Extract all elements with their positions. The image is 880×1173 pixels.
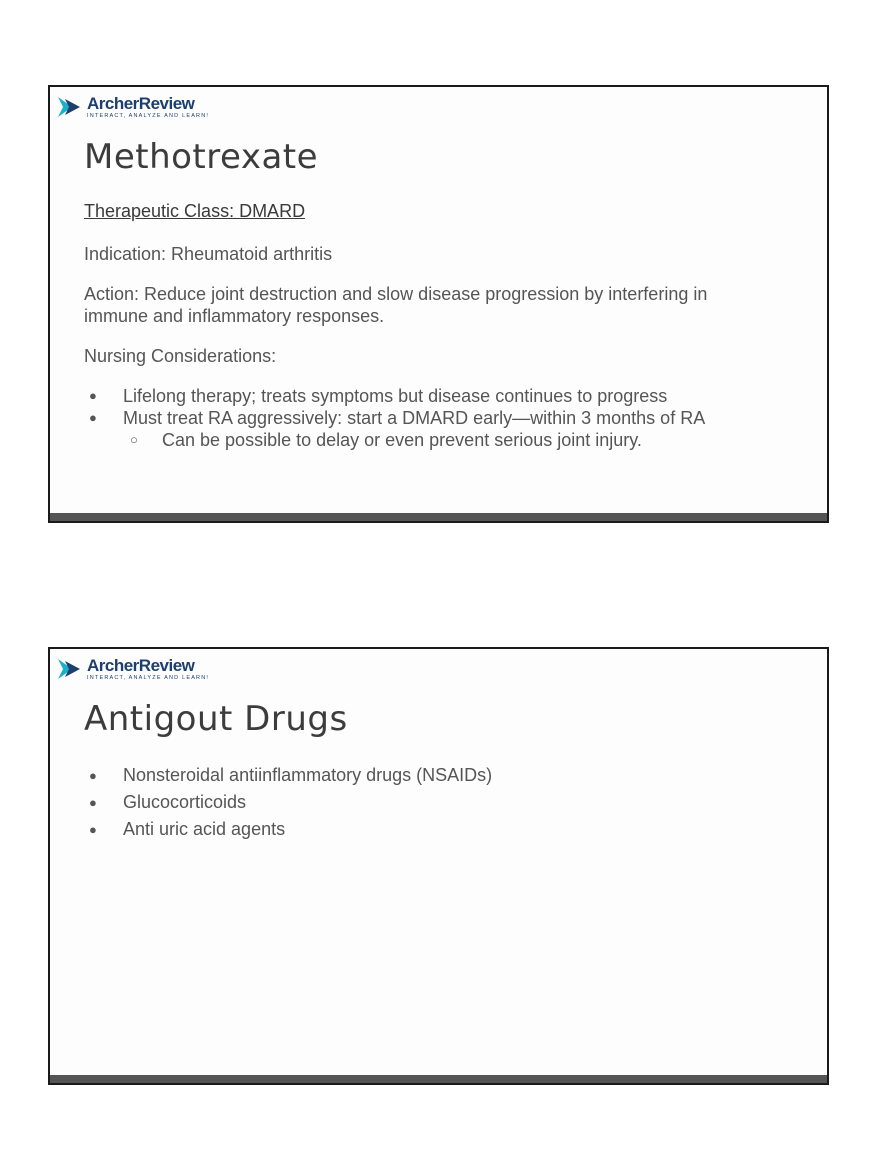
list-item: ● Anti uric acid agents: [84, 816, 797, 843]
sub-list-item: ○ Can be possible to delay or even prevent serious joint injury.: [84, 429, 797, 451]
slide-antigout-drugs: [48, 647, 829, 1085]
list-item: ● Lifelong therapy; treats symptoms but disease continues to progress: [84, 385, 797, 407]
logo-name: ArcherReview: [87, 655, 195, 675]
action-text: Action: Reduce joint destruction and slow disease progression by interfering in immune and inflammatory responses.: [84, 284, 708, 326]
archer-review-logo: [56, 654, 209, 684]
slide-footer-bar: [50, 513, 827, 521]
logo-tagline: INTERACT, ANALYZE AND LEARN!: [87, 112, 210, 119]
archer-review-logo: [56, 92, 209, 122]
nursing-heading: Nursing Considerations:: [84, 346, 277, 366]
slide-title: Methotrexate: [84, 137, 319, 177]
logo-name: ArcherReview: [87, 93, 195, 113]
archer-logo-icon: [56, 655, 84, 683]
logo-tagline: INTERACT, ANALYZE AND LEARN!: [87, 674, 210, 681]
list-item: ● Nonsteroidal antiinflammatory drugs (NSAIDs): [84, 762, 797, 789]
nursing-considerations-list: [84, 385, 797, 451]
therapeutic-class: Therapeutic Class: DMARD: [84, 201, 306, 221]
slide-footer-bar: [50, 1075, 827, 1083]
slide-title: Antigout Drugs: [84, 699, 348, 739]
archer-logo-icon: [56, 93, 84, 121]
list-item: ● Must treat RA aggressively: start a DMARD early—within 3 months of RA: [84, 407, 797, 429]
indication-text: Indication: Rheumatoid arthritis: [84, 244, 333, 264]
antigout-drug-list: [84, 762, 797, 843]
slide-methotrexate: [48, 85, 829, 523]
list-item: ● Glucocorticoids: [84, 789, 797, 816]
